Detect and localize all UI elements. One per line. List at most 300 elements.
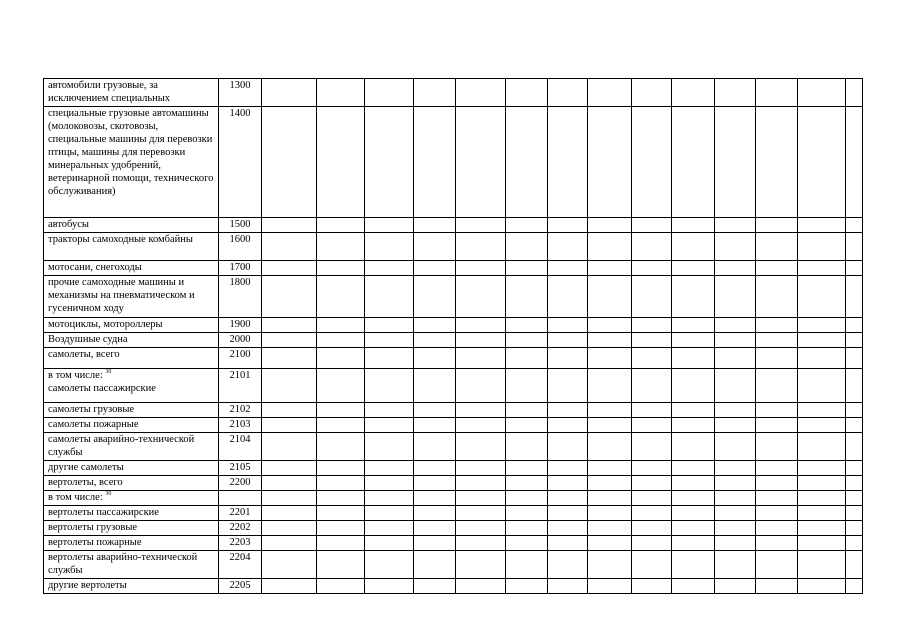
value-cell[interactable] (798, 433, 846, 461)
value-cell[interactable] (414, 506, 456, 521)
value-cell[interactable] (414, 433, 456, 461)
value-cell[interactable] (715, 348, 756, 369)
value-cell[interactable] (632, 261, 672, 276)
value-cell[interactable] (672, 261, 715, 276)
value-cell[interactable] (365, 79, 414, 107)
value-cell[interactable] (588, 369, 632, 403)
value-cell[interactable] (798, 333, 846, 348)
value-cell[interactable] (456, 348, 506, 369)
value-cell[interactable] (506, 218, 548, 233)
value-cell[interactable] (548, 418, 588, 433)
value-cell[interactable] (317, 233, 365, 261)
value-cell[interactable] (414, 403, 456, 418)
value-cell[interactable] (414, 261, 456, 276)
value-cell[interactable] (588, 79, 632, 107)
value-cell[interactable] (756, 476, 798, 491)
value-cell[interactable] (456, 461, 506, 476)
value-cell[interactable] (588, 551, 632, 579)
value-cell[interactable] (365, 403, 414, 418)
value-cell[interactable] (262, 233, 317, 261)
value-cell[interactable] (798, 461, 846, 476)
value-cell[interactable] (715, 491, 756, 506)
value-cell[interactable] (672, 233, 715, 261)
value-cell[interactable] (414, 218, 456, 233)
value-cell[interactable] (715, 333, 756, 348)
value-cell[interactable] (506, 233, 548, 261)
value-cell[interactable] (506, 261, 548, 276)
value-cell[interactable] (317, 418, 365, 433)
value-cell[interactable] (262, 348, 317, 369)
value-cell[interactable] (365, 506, 414, 521)
value-cell[interactable] (262, 506, 317, 521)
value-cell[interactable] (456, 107, 506, 218)
value-cell[interactable] (506, 418, 548, 433)
value-cell[interactable] (846, 506, 863, 521)
value-cell[interactable] (506, 79, 548, 107)
value-cell[interactable] (456, 276, 506, 318)
value-cell[interactable] (846, 333, 863, 348)
value-cell[interactable] (715, 261, 756, 276)
value-cell[interactable] (588, 506, 632, 521)
value-cell[interactable] (715, 233, 756, 261)
value-cell[interactable] (588, 491, 632, 506)
value-cell[interactable] (262, 433, 317, 461)
value-cell[interactable] (715, 276, 756, 318)
value-cell[interactable] (756, 491, 798, 506)
value-cell[interactable] (548, 276, 588, 318)
value-cell[interactable] (798, 418, 846, 433)
value-cell[interactable] (588, 107, 632, 218)
value-cell[interactable] (365, 369, 414, 403)
value-cell[interactable] (548, 403, 588, 418)
value-cell[interactable] (632, 579, 672, 594)
value-cell[interactable] (756, 506, 798, 521)
value-cell[interactable] (365, 276, 414, 318)
value-cell[interactable] (798, 276, 846, 318)
value-cell[interactable] (262, 403, 317, 418)
value-cell[interactable] (317, 107, 365, 218)
value-cell[interactable] (672, 476, 715, 491)
value-cell[interactable] (798, 233, 846, 261)
value-cell[interactable] (456, 551, 506, 579)
value-cell[interactable] (756, 521, 798, 536)
value-cell[interactable] (506, 506, 548, 521)
value-cell[interactable] (715, 318, 756, 333)
value-cell[interactable] (846, 461, 863, 476)
value-cell[interactable] (317, 579, 365, 594)
value-cell[interactable] (756, 318, 798, 333)
value-cell[interactable] (715, 521, 756, 536)
value-cell[interactable] (672, 579, 715, 594)
value-cell[interactable] (414, 418, 456, 433)
value-cell[interactable] (632, 433, 672, 461)
value-cell[interactable] (798, 369, 846, 403)
value-cell[interactable] (588, 261, 632, 276)
value-cell[interactable] (846, 476, 863, 491)
value-cell[interactable] (365, 348, 414, 369)
value-cell[interactable] (588, 218, 632, 233)
value-cell[interactable] (548, 333, 588, 348)
value-cell[interactable] (317, 318, 365, 333)
value-cell[interactable] (672, 403, 715, 418)
value-cell[interactable] (365, 491, 414, 506)
value-cell[interactable] (317, 506, 365, 521)
value-cell[interactable] (632, 536, 672, 551)
value-cell[interactable] (548, 551, 588, 579)
value-cell[interactable] (317, 79, 365, 107)
value-cell[interactable] (846, 536, 863, 551)
value-cell[interactable] (317, 521, 365, 536)
value-cell[interactable] (846, 579, 863, 594)
value-cell[interactable] (588, 433, 632, 461)
value-cell[interactable] (588, 333, 632, 348)
value-cell[interactable] (317, 369, 365, 403)
value-cell[interactable] (588, 418, 632, 433)
value-cell[interactable] (715, 107, 756, 218)
value-cell[interactable] (365, 418, 414, 433)
value-cell[interactable] (414, 536, 456, 551)
value-cell[interactable] (632, 491, 672, 506)
value-cell[interactable] (672, 461, 715, 476)
value-cell[interactable] (715, 506, 756, 521)
value-cell[interactable] (414, 233, 456, 261)
value-cell[interactable] (715, 218, 756, 233)
value-cell[interactable] (414, 551, 456, 579)
value-cell[interactable] (506, 491, 548, 506)
value-cell[interactable] (798, 79, 846, 107)
value-cell[interactable] (506, 403, 548, 418)
value-cell[interactable] (548, 521, 588, 536)
value-cell[interactable] (672, 348, 715, 369)
value-cell[interactable] (846, 551, 863, 579)
value-cell[interactable] (548, 218, 588, 233)
value-cell[interactable] (456, 333, 506, 348)
value-cell[interactable] (846, 107, 863, 218)
row-name-cell (44, 107, 219, 218)
value-cell[interactable] (588, 461, 632, 476)
table-row (44, 348, 863, 369)
value-cell[interactable] (317, 403, 365, 418)
value-cell[interactable] (588, 276, 632, 318)
value-cell[interactable] (262, 491, 317, 506)
value-cell[interactable] (414, 276, 456, 318)
value-cell[interactable] (456, 491, 506, 506)
value-cell[interactable] (317, 261, 365, 276)
value-cell[interactable] (756, 348, 798, 369)
value-cell[interactable] (588, 233, 632, 261)
value-cell[interactable] (456, 233, 506, 261)
value-cell[interactable] (317, 218, 365, 233)
value-cell[interactable] (365, 261, 414, 276)
value-cell[interactable] (672, 536, 715, 551)
value-cell[interactable] (365, 433, 414, 461)
value-cell[interactable] (262, 461, 317, 476)
value-cell[interactable] (756, 418, 798, 433)
value-cell[interactable] (846, 261, 863, 276)
value-cell[interactable] (456, 433, 506, 461)
value-cell[interactable] (632, 79, 672, 107)
value-cell[interactable] (798, 403, 846, 418)
value-cell[interactable] (262, 333, 317, 348)
value-cell[interactable] (365, 551, 414, 579)
value-cell[interactable] (588, 579, 632, 594)
value-cell[interactable] (262, 536, 317, 551)
value-cell[interactable] (414, 461, 456, 476)
value-cell[interactable] (506, 276, 548, 318)
value-cell[interactable] (506, 107, 548, 218)
value-cell[interactable] (715, 551, 756, 579)
value-cell[interactable] (846, 276, 863, 318)
value-cell[interactable] (456, 536, 506, 551)
row-name-label: мотосани, снегоходы (48, 262, 142, 273)
value-cell[interactable] (317, 551, 365, 579)
value-cell[interactable] (548, 491, 588, 506)
value-cell[interactable] (798, 348, 846, 369)
value-cell[interactable] (262, 79, 317, 107)
value-cell[interactable] (456, 521, 506, 536)
value-cell[interactable] (672, 318, 715, 333)
value-cell[interactable] (548, 579, 588, 594)
value-cell[interactable] (262, 418, 317, 433)
value-cell[interactable] (672, 333, 715, 348)
value-cell[interactable] (506, 536, 548, 551)
value-cell[interactable] (506, 348, 548, 369)
value-cell[interactable] (756, 433, 798, 461)
value-cell[interactable] (365, 461, 414, 476)
value-cell[interactable] (456, 369, 506, 403)
value-cell[interactable] (756, 107, 798, 218)
value-cell[interactable] (672, 218, 715, 233)
value-cell[interactable] (798, 506, 846, 521)
value-cell[interactable] (414, 579, 456, 594)
value-cell[interactable] (365, 579, 414, 594)
value-cell[interactable] (672, 79, 715, 107)
value-cell[interactable] (846, 79, 863, 107)
value-cell[interactable] (456, 79, 506, 107)
value-cell[interactable] (588, 536, 632, 551)
value-cell[interactable] (317, 348, 365, 369)
value-cell[interactable] (456, 403, 506, 418)
value-cell[interactable] (588, 476, 632, 491)
value-cell[interactable] (632, 403, 672, 418)
value-cell[interactable] (548, 79, 588, 107)
row-code-cell: 2203 (219, 536, 262, 551)
value-cell[interactable] (365, 476, 414, 491)
value-cell[interactable] (365, 333, 414, 348)
value-cell[interactable] (715, 476, 756, 491)
value-cell[interactable] (365, 536, 414, 551)
value-cell[interactable] (262, 476, 317, 491)
value-cell[interactable] (632, 418, 672, 433)
value-cell[interactable] (846, 369, 863, 403)
value-cell[interactable] (756, 276, 798, 318)
value-cell[interactable] (756, 551, 798, 579)
value-cell[interactable] (715, 579, 756, 594)
value-cell[interactable] (506, 461, 548, 476)
value-cell[interactable] (506, 521, 548, 536)
value-cell[interactable] (715, 403, 756, 418)
value-cell[interactable] (632, 348, 672, 369)
value-cell[interactable] (798, 261, 846, 276)
value-cell[interactable] (632, 551, 672, 579)
value-cell[interactable] (317, 433, 365, 461)
value-cell[interactable] (632, 318, 672, 333)
value-cell[interactable] (715, 461, 756, 476)
value-cell[interactable] (506, 369, 548, 403)
value-cell[interactable] (632, 233, 672, 261)
value-cell[interactable] (365, 107, 414, 218)
value-cell[interactable] (756, 369, 798, 403)
value-cell[interactable] (506, 333, 548, 348)
value-cell[interactable] (262, 579, 317, 594)
value-cell[interactable] (798, 218, 846, 233)
value-cell[interactable] (414, 476, 456, 491)
value-cell[interactable] (632, 476, 672, 491)
value-cell[interactable] (414, 521, 456, 536)
value-cell[interactable] (846, 433, 863, 461)
value-cell[interactable] (846, 521, 863, 536)
value-cell[interactable] (798, 318, 846, 333)
value-cell[interactable] (456, 476, 506, 491)
value-cell[interactable] (317, 536, 365, 551)
value-cell[interactable] (756, 218, 798, 233)
value-cell[interactable] (262, 107, 317, 218)
value-cell[interactable] (548, 476, 588, 491)
value-cell[interactable] (414, 318, 456, 333)
value-cell[interactable] (548, 107, 588, 218)
value-cell[interactable] (672, 418, 715, 433)
value-cell[interactable] (548, 461, 588, 476)
value-cell[interactable] (317, 461, 365, 476)
value-cell[interactable] (456, 218, 506, 233)
value-cell[interactable] (632, 333, 672, 348)
value-cell[interactable] (672, 551, 715, 579)
value-cell[interactable] (846, 218, 863, 233)
value-cell[interactable] (798, 536, 846, 551)
value-cell[interactable] (414, 369, 456, 403)
value-cell[interactable] (317, 476, 365, 491)
value-cell[interactable] (506, 476, 548, 491)
value-cell[interactable] (756, 403, 798, 418)
value-cell[interactable] (317, 333, 365, 348)
value-cell[interactable] (365, 318, 414, 333)
value-cell[interactable] (798, 491, 846, 506)
value-cell[interactable] (756, 333, 798, 348)
value-cell[interactable] (632, 521, 672, 536)
value-cell[interactable] (798, 476, 846, 491)
value-cell[interactable] (672, 276, 715, 318)
value-cell[interactable] (365, 218, 414, 233)
value-cell[interactable] (756, 461, 798, 476)
value-cell[interactable] (506, 318, 548, 333)
value-cell[interactable] (548, 233, 588, 261)
value-cell[interactable] (672, 433, 715, 461)
table-row (44, 418, 863, 433)
value-cell[interactable] (506, 579, 548, 594)
value-cell[interactable] (456, 318, 506, 333)
value-cell[interactable] (414, 491, 456, 506)
value-cell[interactable] (365, 233, 414, 261)
value-cell[interactable] (798, 107, 846, 218)
value-cell[interactable] (365, 521, 414, 536)
value-cell[interactable] (588, 318, 632, 333)
value-cell[interactable] (588, 521, 632, 536)
value-cell[interactable] (548, 536, 588, 551)
value-cell[interactable] (672, 369, 715, 403)
value-cell[interactable] (756, 579, 798, 594)
value-cell[interactable] (798, 579, 846, 594)
value-cell[interactable] (632, 276, 672, 318)
value-cell[interactable] (846, 491, 863, 506)
value-cell[interactable] (548, 261, 588, 276)
value-cell[interactable] (715, 79, 756, 107)
value-cell[interactable] (798, 521, 846, 536)
value-cell[interactable] (414, 348, 456, 369)
value-cell[interactable] (456, 261, 506, 276)
value-cell[interactable] (715, 536, 756, 551)
value-cell[interactable] (672, 506, 715, 521)
value-cell[interactable] (262, 551, 317, 579)
value-cell[interactable] (548, 318, 588, 333)
value-cell[interactable] (846, 418, 863, 433)
value-cell[interactable] (756, 233, 798, 261)
value-cell[interactable] (262, 261, 317, 276)
value-cell[interactable] (548, 433, 588, 461)
value-cell[interactable] (317, 276, 365, 318)
value-cell[interactable] (632, 218, 672, 233)
value-cell[interactable] (846, 318, 863, 333)
value-cell[interactable] (715, 369, 756, 403)
value-cell[interactable] (414, 333, 456, 348)
value-cell[interactable] (262, 318, 317, 333)
value-cell[interactable] (548, 369, 588, 403)
value-cell[interactable] (846, 348, 863, 369)
value-cell[interactable] (715, 418, 756, 433)
value-cell[interactable] (672, 491, 715, 506)
value-cell[interactable] (756, 536, 798, 551)
value-cell[interactable] (548, 506, 588, 521)
value-cell[interactable] (846, 233, 863, 261)
value-cell[interactable] (632, 461, 672, 476)
row-code-cell: 1900 (219, 318, 262, 333)
value-cell[interactable] (262, 369, 317, 403)
value-cell[interactable] (506, 551, 548, 579)
value-cell[interactable] (632, 506, 672, 521)
value-cell[interactable] (456, 506, 506, 521)
value-cell[interactable] (846, 403, 863, 418)
value-cell[interactable] (632, 369, 672, 403)
value-cell[interactable] (262, 276, 317, 318)
value-cell[interactable] (262, 218, 317, 233)
value-cell[interactable] (672, 521, 715, 536)
value-cell[interactable] (756, 79, 798, 107)
value-cell[interactable] (506, 433, 548, 461)
value-cell[interactable] (798, 551, 846, 579)
value-cell[interactable] (456, 579, 506, 594)
value-cell[interactable] (715, 433, 756, 461)
value-cell[interactable] (632, 107, 672, 218)
value-cell[interactable] (456, 418, 506, 433)
value-cell[interactable] (414, 107, 456, 218)
value-cell[interactable] (548, 348, 588, 369)
value-cell[interactable] (588, 403, 632, 418)
value-cell[interactable] (588, 348, 632, 369)
value-cell[interactable] (317, 491, 365, 506)
value-cell[interactable] (262, 521, 317, 536)
value-cell[interactable] (672, 107, 715, 218)
value-cell[interactable] (756, 261, 798, 276)
value-cell[interactable] (414, 79, 456, 107)
